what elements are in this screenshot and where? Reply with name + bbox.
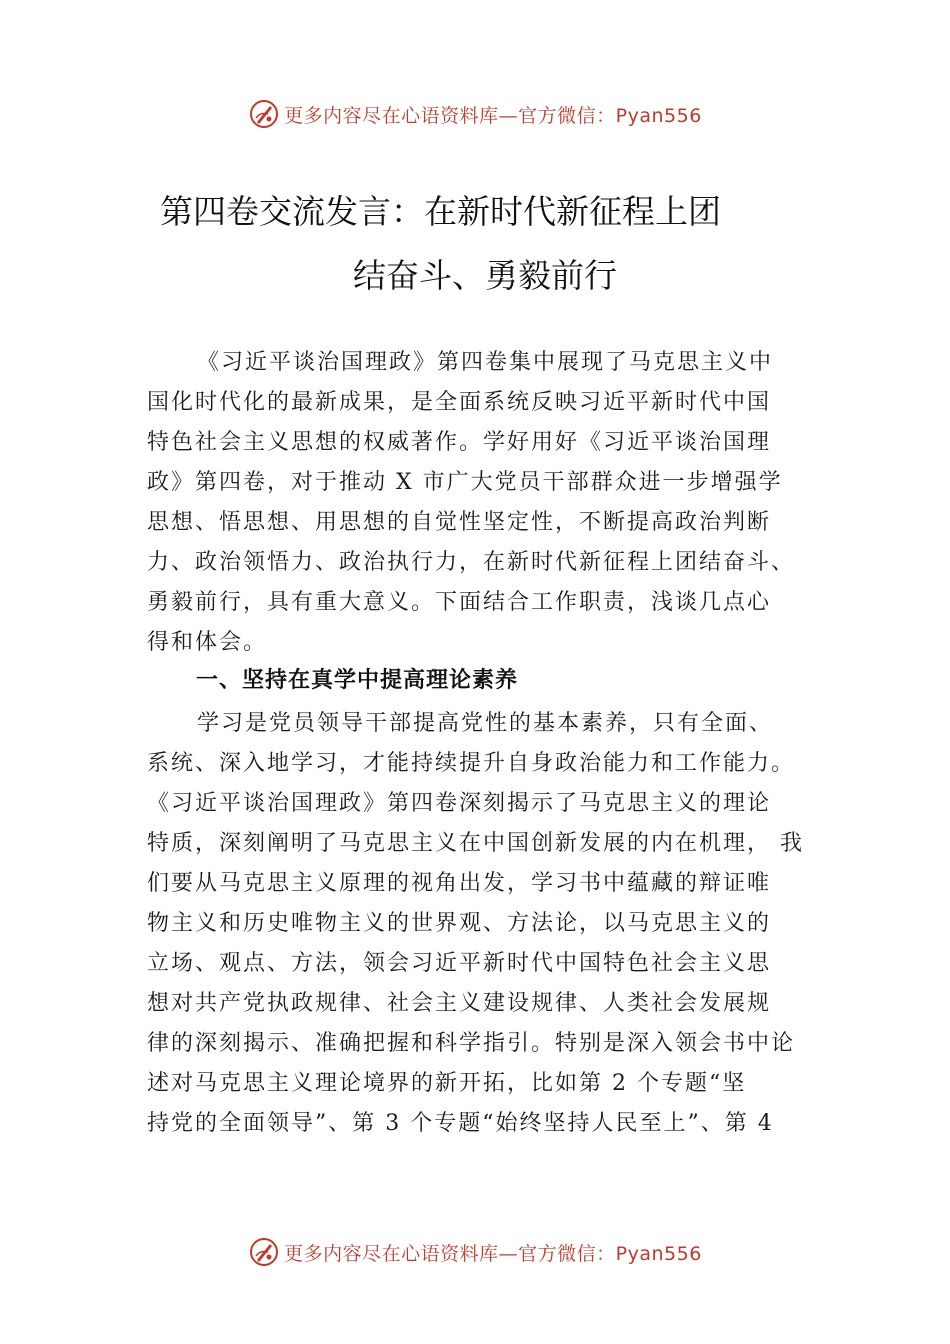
- paragraph-intro: [147, 343, 827, 663]
- text-line: 想对共产党执政规律、社会主义建设规律、人类社会发展规: [147, 991, 772, 1016]
- paragraph-section-1: [147, 704, 827, 1144]
- text-line: 物主义和历史唯物主义的世界观、方法论，以马克思主义的: [147, 911, 772, 936]
- text-line: 特质，深刻阐明了马克思主义在中国创新发展的内在机理， 我: [147, 831, 804, 856]
- document-title-line-1: 第四卷交流发言：在新时代新征程上团: [160, 192, 721, 231]
- wechat-handle: Pyan556: [615, 1242, 702, 1265]
- text-line: 立场、观点、方法，领会习近平新时代中国特色社会主义思: [147, 951, 772, 976]
- watermark-text: 更多内容尽在心语资料库—官方微信：Pyan556: [284, 1242, 702, 1265]
- text-line: 思想、悟思想、用思想的自觉性坚定性，不断提高政治判断: [147, 510, 772, 535]
- quill-seal-icon: [248, 1236, 280, 1268]
- text-line: 《习近平谈治国理政》第四卷集中展现了马克思主义中: [197, 350, 774, 375]
- text-line: 系统、深入地学习，才能持续提升自身政治能力和工作能力。: [147, 751, 796, 776]
- text-line: 持党的全面领导”、第 3 个专题“始终坚持人民至上”、第 4: [147, 1111, 774, 1136]
- section-heading-1: 一、坚持在真学中提高理论素养: [196, 668, 519, 693]
- text-line: 政》第四卷，对于推动 X 市广大党员干部群众进一步增强学: [147, 470, 783, 495]
- text-line: 勇毅前行，具有重大意义。下面结合工作职责，浅谈几点心: [147, 590, 772, 615]
- watermark-banner-bottom: [0, 1232, 950, 1272]
- quill-seal-icon: [248, 98, 280, 130]
- watermark-banner-top: [0, 94, 950, 134]
- text-line: 学习是党员领导干部提高党性的基本素养，只有全面、: [197, 711, 774, 736]
- wechat-handle: Pyan556: [615, 104, 702, 127]
- text-line: 特色社会主义思想的权威著作。学好用好《习近平谈治国理: [147, 430, 772, 455]
- text-line: 得和体会。: [147, 630, 268, 655]
- watermark-text: 更多内容尽在心语资料库—官方微信：Pyan556: [284, 104, 702, 127]
- text-line: 述对马克思主义理论境界的新开拓，比如第 2 个专题“坚: [147, 1071, 747, 1096]
- document-title-line-2: 结奋斗、勇毅前行: [353, 256, 617, 295]
- text-line: 们要从马克思主义原理的视角出发，学习书中蕴藏的辩证唯: [147, 871, 772, 896]
- text-line: 力、政治领悟力、政治执行力，在新时代新征程上团结奋斗、: [147, 550, 796, 575]
- text-line: 律的深刻揭示、准确把握和科学指引。特别是深入领会书中论: [147, 1031, 796, 1056]
- text-line: 国化时代化的最新成果，是全面系统反映习近平新时代中国: [147, 390, 772, 415]
- text-line: 《习近平谈治国理政》第四卷深刻揭示了马克思主义的理论: [147, 791, 772, 816]
